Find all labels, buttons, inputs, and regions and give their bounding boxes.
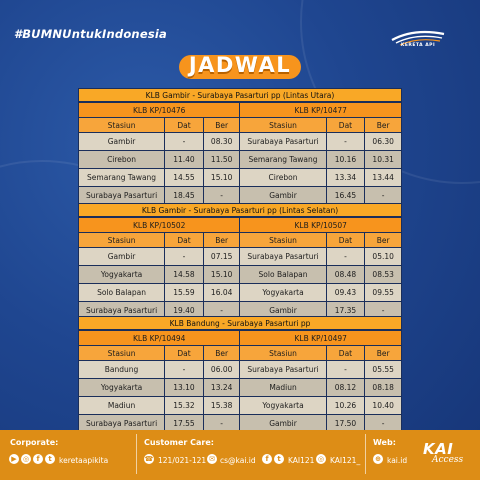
depart-cell: -	[203, 302, 240, 320]
station-cell: Semarang Tawang	[240, 151, 326, 169]
station-cell: Surabaya Pasarturi	[240, 133, 326, 151]
train-name: KLB KP/10476	[79, 103, 240, 118]
depart-cell: -	[203, 187, 240, 205]
corporate-label: Corporate:	[10, 438, 59, 447]
depart-cell: -	[365, 302, 402, 320]
station-cell: Yogyakarta	[240, 397, 326, 415]
table-row	[79, 133, 402, 151]
arrive-cell: 17.55	[165, 415, 204, 433]
depart-cell: 06.00	[203, 361, 240, 379]
table-row	[79, 397, 402, 415]
table-row	[79, 379, 402, 397]
depart-cell: 07.15	[203, 248, 240, 266]
station-cell: Surabaya Pasarturi	[79, 415, 165, 433]
station-cell: Gambir	[240, 415, 326, 433]
care-ig[interactable]: KAI121_	[330, 456, 361, 465]
arrive-cell: 15.32	[165, 397, 204, 415]
block-heading: KLB Gambir - Surabaya Pasarturi pp (Lintas Selatan)	[78, 203, 402, 217]
page-title: JADWAL	[188, 53, 292, 77]
depart-cell: 09.55	[365, 284, 402, 302]
globe-icon[interactable]: ⊕	[373, 454, 383, 464]
col-arrive: Dat	[165, 346, 204, 361]
col-depart: Ber	[365, 118, 402, 133]
col-station: Stasiun	[240, 233, 326, 248]
arrive-cell: -	[326, 248, 365, 266]
col-arrive: Dat	[165, 118, 204, 133]
station-cell: Yogyakarta	[240, 284, 326, 302]
col-station: Stasiun	[240, 118, 326, 133]
arrive-cell: -	[165, 248, 204, 266]
table-row	[79, 361, 402, 379]
depart-cell: 10.40	[365, 397, 402, 415]
arrive-cell: 16.45	[326, 187, 365, 205]
table-row	[79, 266, 402, 284]
email-icon[interactable]: ✉	[207, 454, 217, 464]
care-email[interactable]: cs@kai.id	[220, 456, 256, 465]
arrive-cell: 14.55	[165, 169, 204, 187]
train-name: KLB KP/10477	[240, 103, 402, 118]
depart-cell: 11.50	[203, 151, 240, 169]
kai-brand: KAI	[423, 440, 454, 458]
station-cell: Gambir	[79, 248, 165, 266]
station-cell: Madiun	[79, 397, 165, 415]
col-arrive: Dat	[326, 233, 365, 248]
arrive-cell: 10.16	[326, 151, 365, 169]
col-depart: Ber	[203, 118, 240, 133]
col-depart: Ber	[203, 346, 240, 361]
depart-cell: 15.10	[203, 169, 240, 187]
care-label: Customer Care:	[144, 438, 214, 447]
col-station: Stasiun	[79, 118, 165, 133]
depart-cell: -	[203, 415, 240, 433]
table-row	[79, 187, 402, 205]
table-row	[79, 151, 402, 169]
train-name: KLB KP/10494	[79, 331, 240, 346]
schedule-table	[78, 330, 402, 433]
depart-cell: 13.24	[203, 379, 240, 397]
schedule-block	[78, 316, 402, 433]
table-row	[79, 284, 402, 302]
train-name: KLB KP/10497	[240, 331, 402, 346]
station-cell: Surabaya Pasarturi	[240, 248, 326, 266]
col-depart: Ber	[203, 233, 240, 248]
station-cell: Surabaya Pasarturi	[79, 302, 165, 320]
web-label: Web:	[373, 438, 396, 447]
depart-cell: 08.18	[365, 379, 402, 397]
train-name: KLB KP/10502	[79, 218, 240, 233]
station-cell: Gambir	[240, 302, 326, 320]
arrive-cell: 18.45	[165, 187, 204, 205]
station-cell: Surabaya Pasarturi	[79, 187, 165, 205]
station-cell: Gambir	[79, 133, 165, 151]
depart-cell: 08.53	[365, 266, 402, 284]
hashtag: #BUMNUntukIndonesia	[14, 27, 167, 41]
kai-logo-icon	[386, 26, 448, 52]
schedule-table	[78, 217, 402, 320]
depart-cell: 05.55	[365, 361, 402, 379]
station-cell: Yogyakarta	[79, 379, 165, 397]
divider	[365, 434, 366, 474]
facebook-icon[interactable]: f	[262, 454, 272, 464]
station-cell: Madiun	[240, 379, 326, 397]
depart-cell: 16.04	[203, 284, 240, 302]
depart-cell: 15.10	[203, 266, 240, 284]
instagram-icon[interactable]: ◎	[317, 455, 325, 463]
col-station: Stasiun	[79, 233, 165, 248]
corporate-handle[interactable]: keretaapikita	[59, 456, 109, 465]
depart-cell: 08.30	[203, 133, 240, 151]
arrive-cell: 13.10	[165, 379, 204, 397]
col-depart: Ber	[365, 233, 402, 248]
arrive-cell: 13.34	[326, 169, 365, 187]
col-arrive: Dat	[165, 233, 204, 248]
arrive-cell: -	[165, 133, 204, 151]
arrive-cell: 08.48	[326, 266, 365, 284]
arrive-cell: 10.26	[326, 397, 365, 415]
arrive-cell: 19.40	[165, 302, 204, 320]
col-depart: Ber	[365, 346, 402, 361]
depart-cell: -	[365, 187, 402, 205]
arrive-cell: 17.50	[326, 415, 365, 433]
depart-cell: 06.30	[365, 133, 402, 151]
arrive-cell: -	[326, 361, 365, 379]
arrive-cell: 08.12	[326, 379, 365, 397]
depart-cell: 15.38	[203, 397, 240, 415]
station-cell: Cirebon	[79, 151, 165, 169]
footer-bar	[0, 430, 480, 480]
youtube-icon[interactable]: ▶	[9, 454, 19, 464]
arrive-cell: -	[165, 361, 204, 379]
logo-text: KERETA API	[400, 43, 436, 48]
phone-icon[interactable]: ☎	[144, 455, 154, 463]
facebook-icon[interactable]: f	[33, 454, 43, 464]
block-heading: KLB Gambir - Surabaya Pasarturi pp (Lintas Utara)	[78, 88, 402, 102]
col-station: Stasiun	[79, 346, 165, 361]
instagram-icon[interactable]: ◎	[22, 455, 30, 463]
divider	[136, 434, 137, 474]
table-row	[79, 248, 402, 266]
col-station: Stasiun	[240, 346, 326, 361]
station-cell: Yogyakarta	[79, 266, 165, 284]
arrive-cell: 14.58	[165, 266, 204, 284]
arrive-cell: 15.59	[165, 284, 204, 302]
col-arrive: Dat	[326, 118, 365, 133]
station-cell: Semarang Tawang	[79, 169, 165, 187]
station-cell: Solo Balapan	[79, 284, 165, 302]
schedule-block	[78, 203, 402, 320]
arrive-cell: 11.40	[165, 151, 204, 169]
arrive-cell: 17.35	[326, 302, 365, 320]
kai-brand-sub: Access	[432, 455, 464, 465]
twitter-icon[interactable]: t	[274, 454, 284, 464]
station-cell: Surabaya Pasarturi	[240, 361, 326, 379]
arrive-cell: -	[326, 133, 365, 151]
table-row	[79, 169, 402, 187]
depart-cell: -	[365, 415, 402, 433]
depart-cell: 10.31	[365, 151, 402, 169]
train-name: KLB KP/10507	[240, 218, 402, 233]
station-cell: Cirebon	[240, 169, 326, 187]
care-phone[interactable]: 121/021-121	[158, 456, 207, 465]
station-cell: Gambir	[240, 187, 326, 205]
schedule-block	[78, 88, 402, 205]
care-fb[interactable]: KAI121	[288, 456, 315, 465]
web-url[interactable]: kai.id	[387, 456, 408, 465]
twitter-icon[interactable]: t	[45, 454, 55, 464]
depart-cell: 05.10	[365, 248, 402, 266]
schedule-table	[78, 102, 402, 205]
block-heading: KLB Bandung - Surabaya Pasarturi pp	[78, 316, 402, 330]
depart-cell: 13.44	[365, 169, 402, 187]
title-badge	[179, 55, 301, 79]
station-cell: Bandung	[79, 361, 165, 379]
station-cell: Solo Balapan	[240, 266, 326, 284]
col-arrive: Dat	[326, 346, 365, 361]
arrive-cell: 09.43	[326, 284, 365, 302]
